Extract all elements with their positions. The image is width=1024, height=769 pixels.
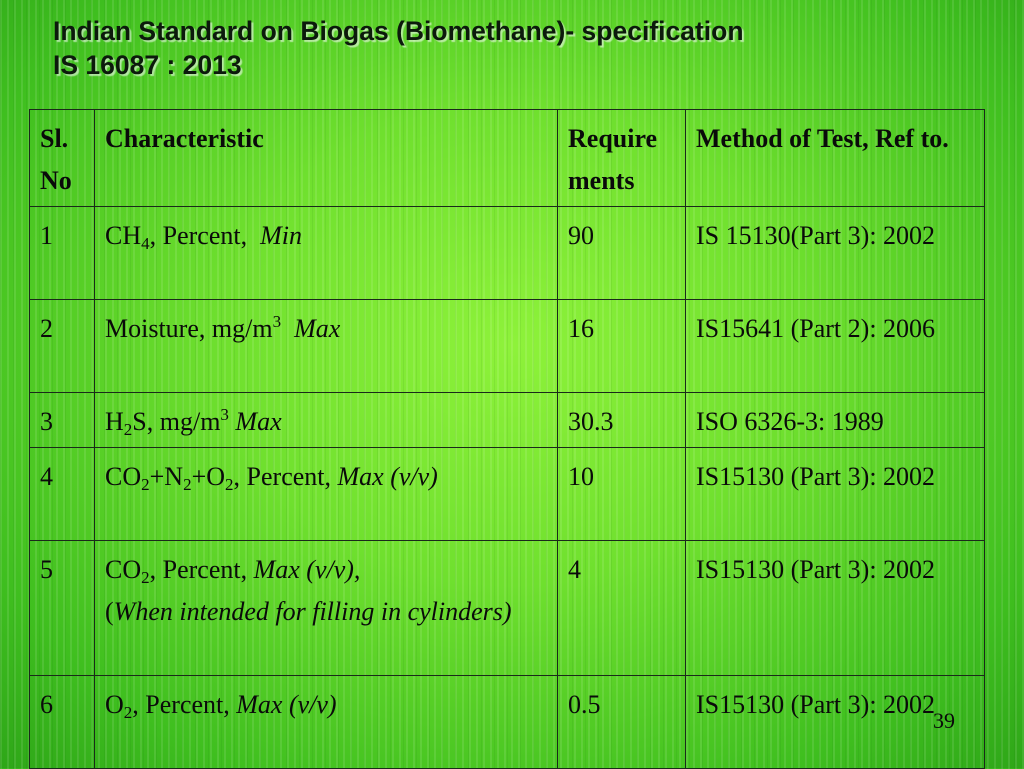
- table-header-row: [30, 110, 985, 207]
- cell-sl-no: 2: [30, 300, 95, 393]
- cell-sl-no: 3: [30, 393, 95, 448]
- cell-characteristic: $CO_2+N_2+O_2$, Percent, Max (v/v): [95, 448, 558, 541]
- cell-method: IS15641 (Part 2): 2006: [686, 300, 985, 393]
- table-row: [30, 207, 985, 300]
- page-number: 39: [933, 708, 955, 733]
- cell-sl-no: 4: [30, 448, 95, 541]
- cell-characteristic: $CO_2$, Percent, Max (v/v), (When intended for filling in cylinders): [95, 541, 558, 676]
- table-row: [30, 676, 985, 769]
- cell-method: IS15130 (Part 3): 2002: [686, 448, 985, 541]
- slide-title: [53, 14, 744, 82]
- cell-method: IS15130 (Part 3): 2002: [686, 541, 985, 676]
- cell-method: IS15130 (Part 3): 2002: [686, 676, 985, 769]
- cell-characteristic: $CH_4$, Percent, Min: [95, 207, 558, 300]
- cell-requirement: 4: [558, 541, 686, 676]
- cell-requirement: 30.3: [558, 393, 686, 448]
- table-row: [30, 393, 985, 448]
- header-sl-no: Sl. No: [30, 110, 95, 207]
- specification-table: [29, 109, 985, 769]
- slide-title-line-1: Indian Standard on Biogas (Biomethane)- specification: [53, 16, 744, 46]
- header-characteristic: Characteristic: [95, 110, 558, 207]
- table-row: [30, 541, 985, 676]
- table-row: [30, 448, 985, 541]
- cell-sl-no: 1: [30, 207, 95, 300]
- cell-sl-no: 5: [30, 541, 95, 676]
- cell-method: ISO 6326-3: 1989: [686, 393, 985, 448]
- cell-sl-no: 6: [30, 676, 95, 769]
- slide-title-line-2: IS 16087 : 2013: [53, 50, 242, 80]
- header-method-of-test: Method of Test, Ref to.: [686, 110, 985, 207]
- cell-requirement: 0.5: [558, 676, 686, 769]
- cell-characteristic: Moisture, $mg/m^3$ Max: [95, 300, 558, 393]
- cell-method: IS 15130(Part 3): 2002: [686, 207, 985, 300]
- cell-characteristic: $H_2S$, $mg/m^3$ Max: [95, 393, 558, 448]
- cell-requirement: 90: [558, 207, 686, 300]
- cell-characteristic: $O_2$, Percent, Max (v/v): [95, 676, 558, 769]
- cell-requirement: 10: [558, 448, 686, 541]
- header-requirements: Requirements: [558, 110, 686, 207]
- cell-requirement: 16: [558, 300, 686, 393]
- table-row: [30, 300, 985, 393]
